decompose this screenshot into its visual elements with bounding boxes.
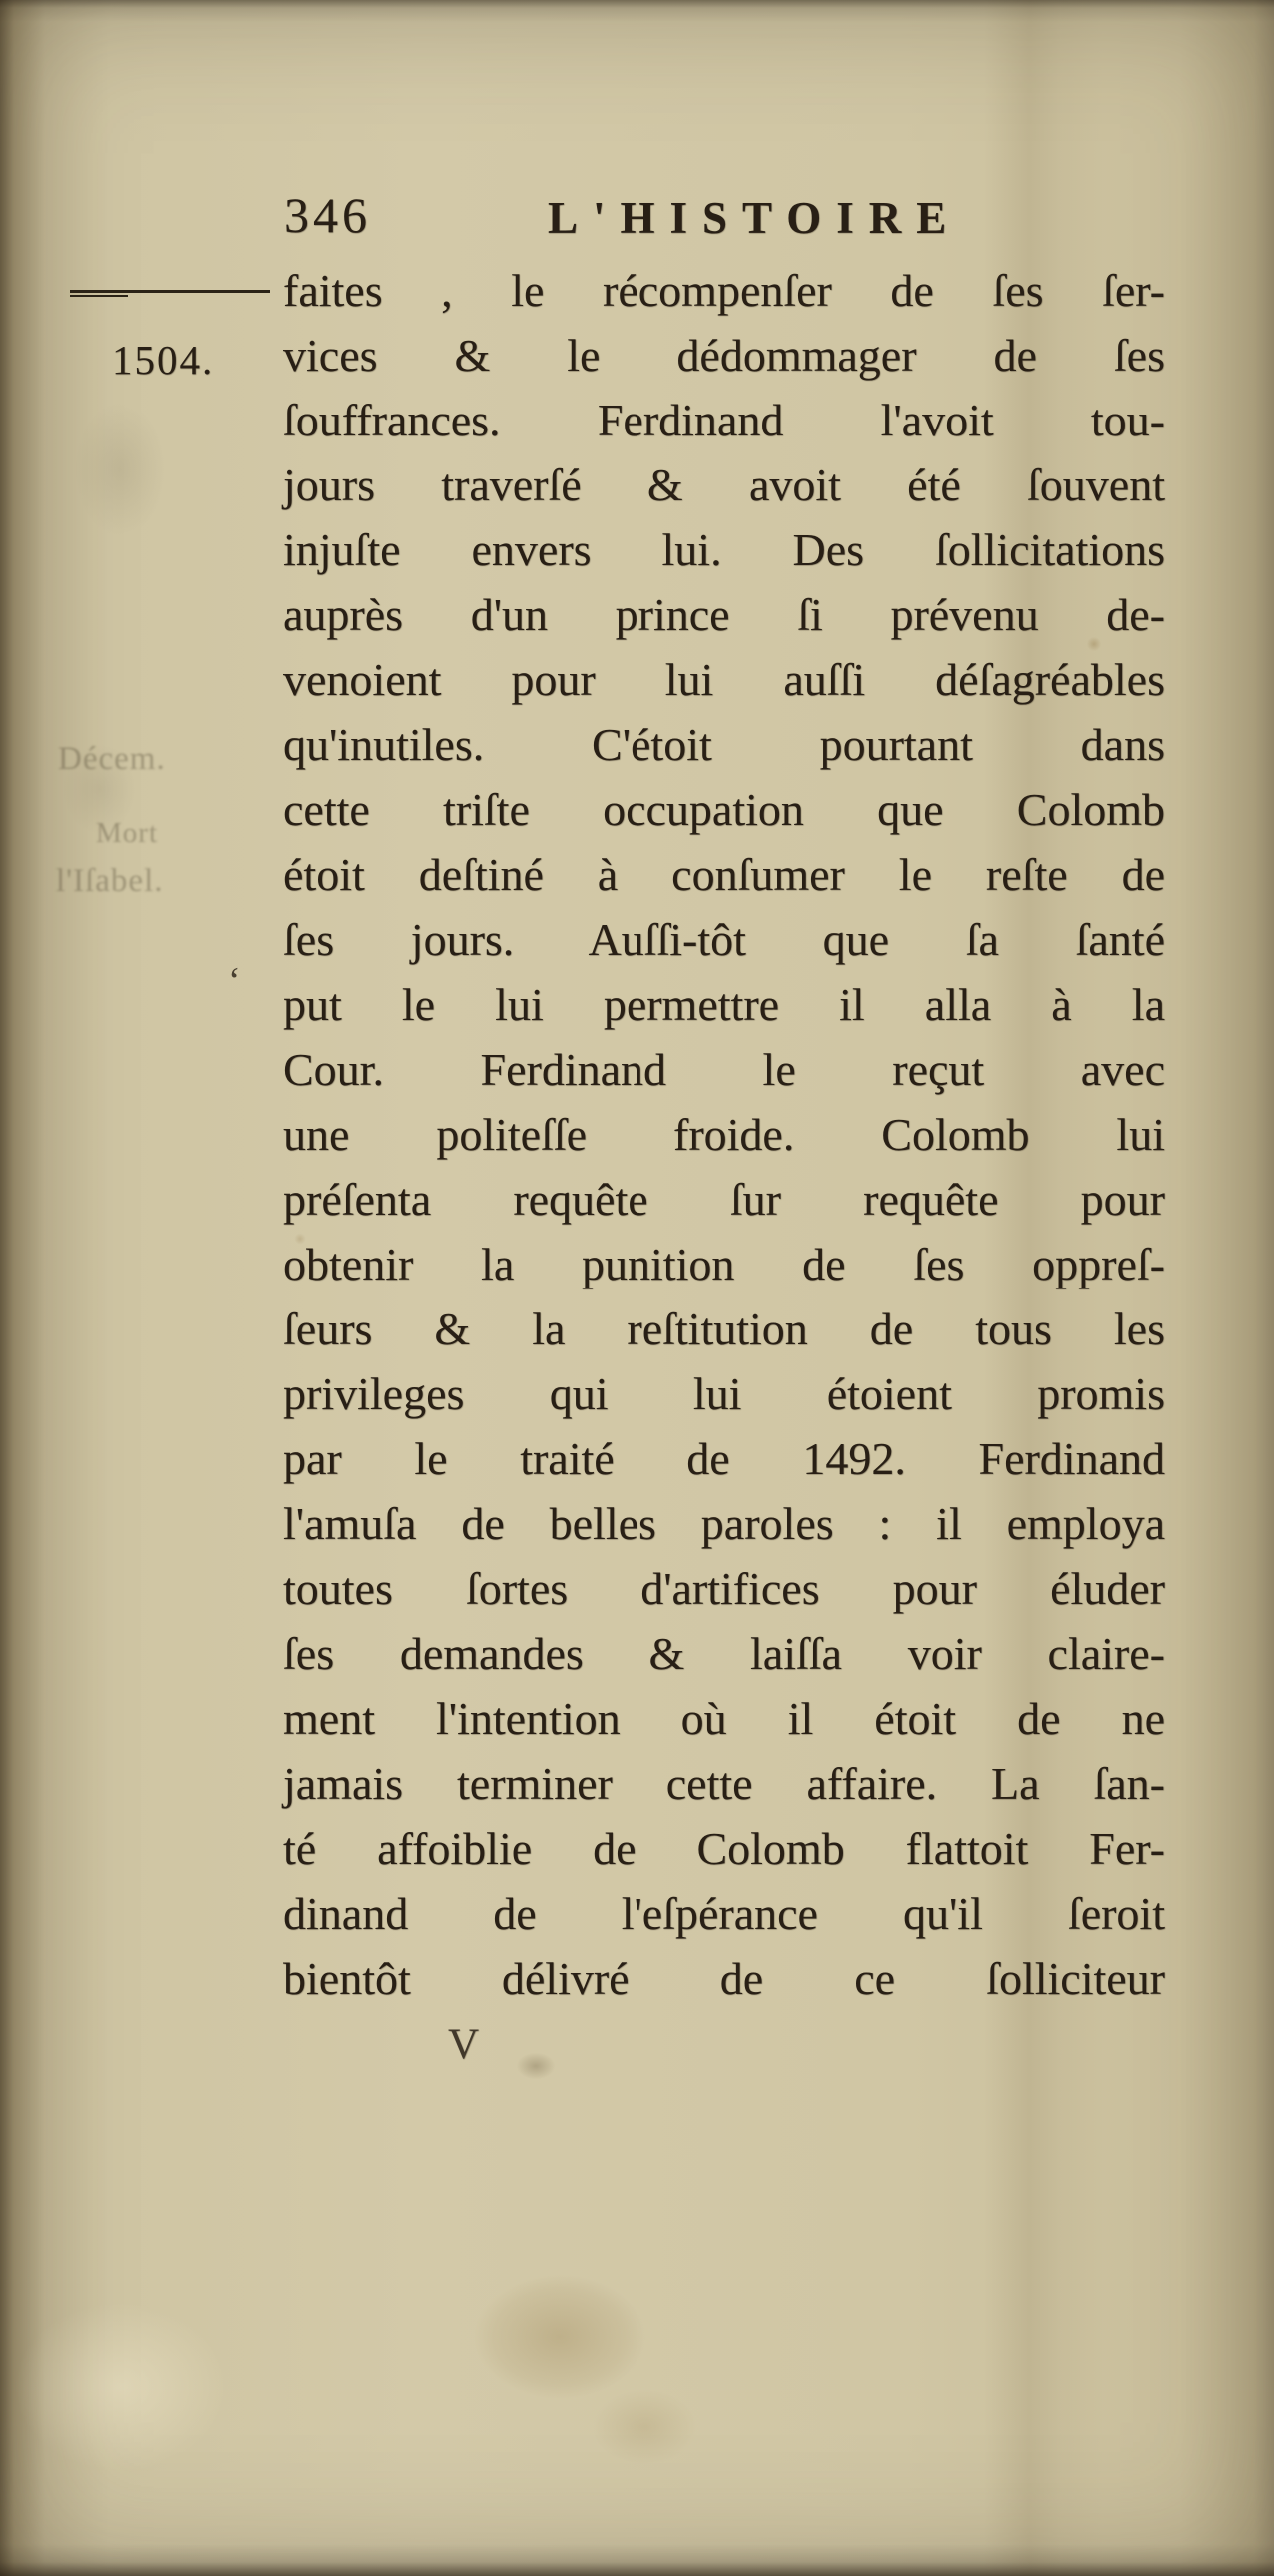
- text-line: auprès d'un prince ſi prévenu de-: [283, 589, 1165, 640]
- text-line: l'amuſa de belles paroles : il employa: [283, 1498, 1165, 1549]
- text-line: une politeſſe froide. Colomb lui: [283, 1109, 1165, 1160]
- text-line: cette triſte occupation que Colomb: [283, 784, 1165, 835]
- text-line: bientôt délivré de ce ſolliciteur: [283, 1953, 1165, 2004]
- text-line: qu'inutiles. C'étoit pourtant dans: [283, 719, 1165, 770]
- text-line: injuſte envers lui. Des ſollicitations: [283, 524, 1165, 575]
- running-title: L'HISTOIRE: [548, 193, 962, 243]
- text-line: vices & le dédommager de ſes: [283, 330, 1165, 381]
- bleedthrough-text: l'Iſabel.: [56, 863, 164, 899]
- text-line: Cour. Ferdinand le reçut avec: [283, 1044, 1165, 1095]
- margin-tick-mark: ‘: [228, 960, 241, 1002]
- body-text: [283, 258, 1165, 2011]
- text-line: venoient pour lui auſſi déſagréables: [283, 654, 1165, 705]
- text-line: préſenta requête ſur requête pour: [283, 1174, 1165, 1225]
- text-line: ment l'intention où il étoit de ne: [283, 1693, 1165, 1744]
- text-line: ſes demandes & laiſſa voir claire-: [283, 1628, 1165, 1679]
- margin-rule: [70, 290, 270, 301]
- text-line: ſouffrances. Ferdinand l'avoit tou-: [283, 395, 1165, 445]
- text-line: faites , le récompenſer de ſes ſer-: [283, 265, 1165, 316]
- text-line: par le traité de 1492. Ferdinand: [283, 1433, 1165, 1484]
- bleedthrough-text: Décem.: [58, 741, 166, 777]
- text-line: toutes ſortes d'artifices pour éluder: [283, 1563, 1165, 1614]
- text-line: té affoiblie de Colomb flattoit Fer-: [283, 1823, 1165, 1874]
- text-line: privileges qui lui étoient promis: [283, 1368, 1165, 1419]
- text-line: dinand de l'eſpérance qu'il ſeroit: [283, 1888, 1165, 1939]
- text-line: jours traverſé & avoit été ſouvent: [283, 459, 1165, 510]
- text-line: obtenir la punition de ſes oppreſ-: [283, 1239, 1165, 1289]
- margin-year-note: 1504.: [112, 337, 215, 383]
- signature-mark: V: [448, 2021, 480, 2068]
- text-line: put le lui permettre il alla à la: [283, 979, 1165, 1030]
- page-number: 346: [284, 187, 371, 243]
- text-line: ſes jours. Auſſi-tôt que ſa ſanté: [283, 914, 1165, 965]
- bleedthrough-text: Mort: [96, 817, 158, 849]
- text-line: étoit deſtiné à conſumer le reſte de: [283, 849, 1165, 900]
- text-line: jamais terminer cette affaire. La ſan-: [283, 1758, 1165, 1809]
- text-line: ſeurs & la reſtitution de tous les: [283, 1303, 1165, 1354]
